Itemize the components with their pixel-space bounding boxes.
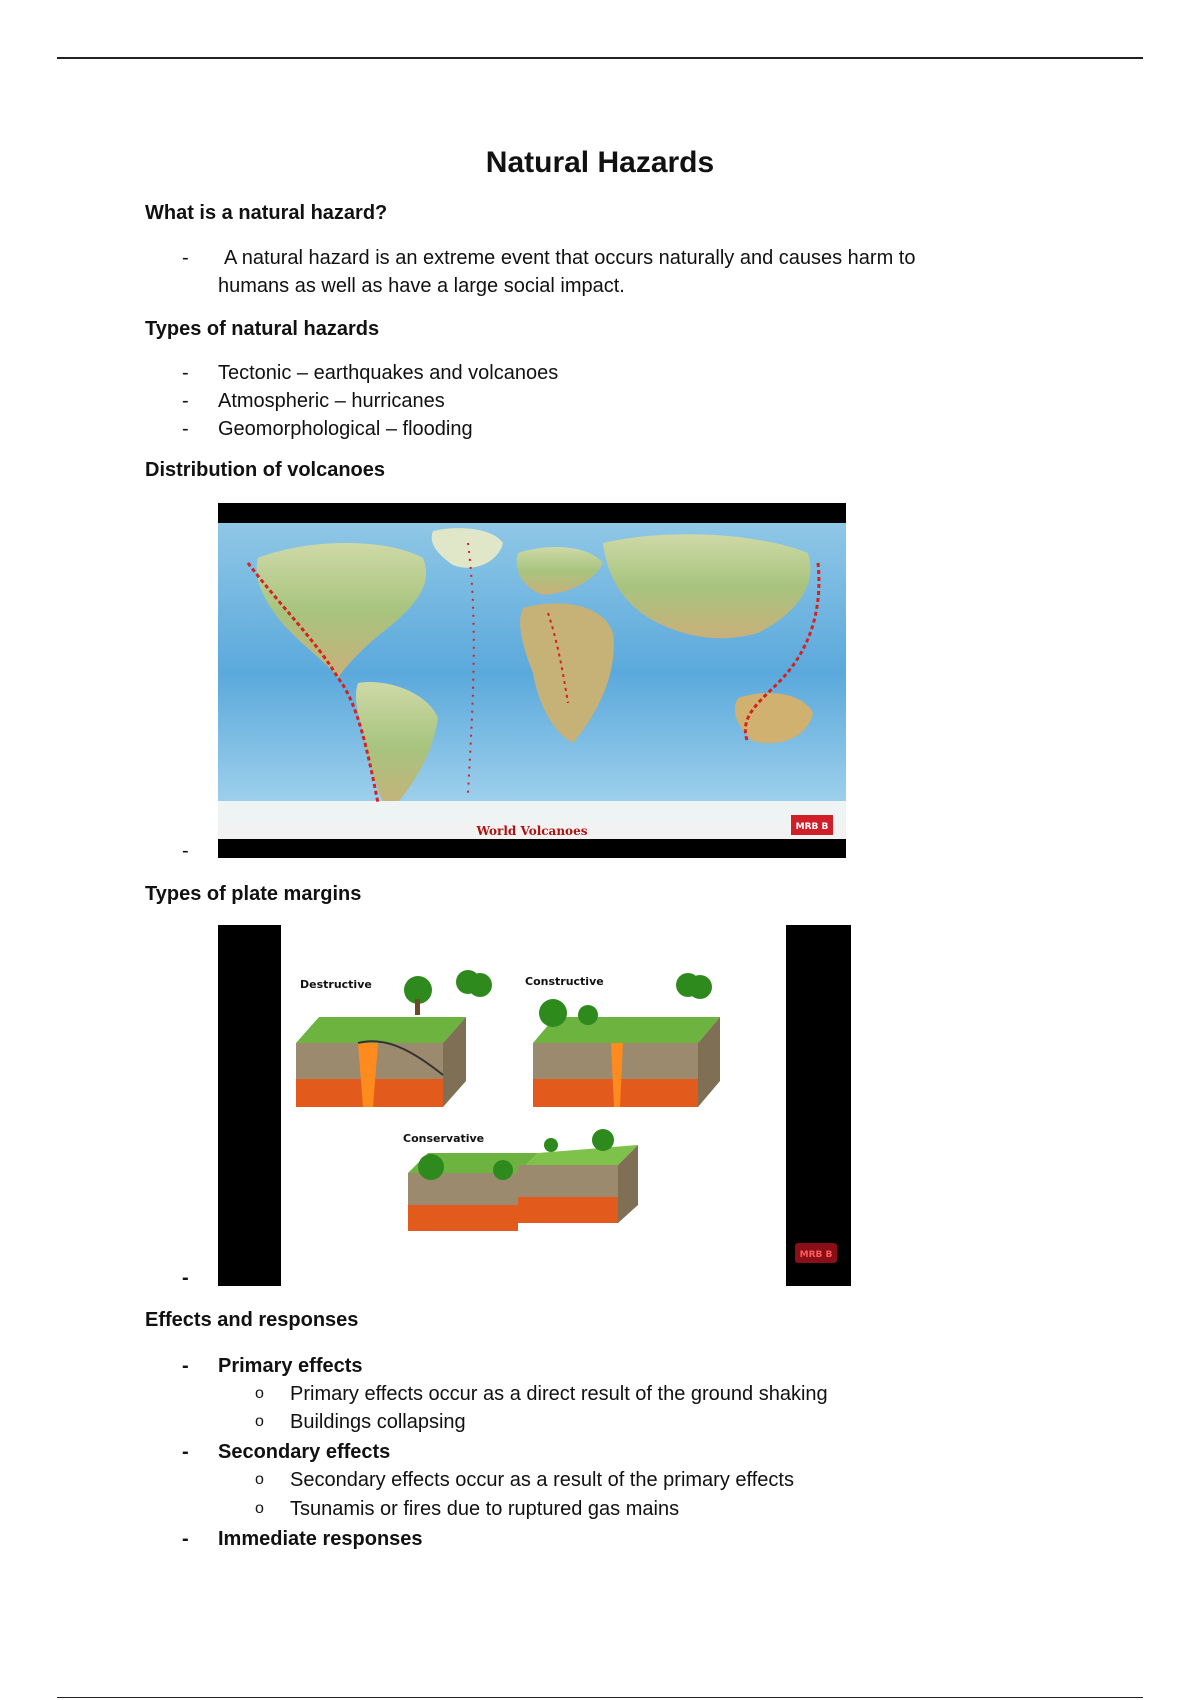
sub-bullet-marker: o (255, 1471, 264, 1488)
bullet-marker: - (182, 1441, 189, 1463)
primary-item-1: Primary effects occur as a direct result of the ground shaking (290, 1383, 828, 1405)
secondary-item-1: Secondary effects occur as a result of the primary effects (290, 1469, 794, 1491)
list-item-geomorphological: Geomorphological – flooding (218, 418, 473, 440)
footer-rule (57, 1697, 1143, 1698)
group-label-primary: Primary effects (218, 1355, 363, 1377)
world-volcanoes-map (218, 503, 846, 858)
section-heading-distribution: Distribution of volcanoes (145, 459, 386, 481)
bullet-marker: - (182, 247, 189, 269)
section-heading-types: Types of natural hazards (145, 318, 380, 340)
header-rule (57, 57, 1143, 59)
bullet-marker: - (182, 840, 189, 862)
list-item-atmospheric: Atmospheric – hurricanes (218, 390, 445, 412)
bullet-marker: - (182, 418, 189, 440)
primary-item-2: Buildings collapsing (290, 1411, 466, 1433)
label-constructive: Constructive (525, 975, 604, 988)
section-heading-what-is: What is a natural hazard? (145, 202, 388, 224)
bullet-marker: - (182, 362, 189, 384)
bullet-marker: - (182, 1528, 189, 1550)
definition-line-2: humans as well as have a large social impact. (218, 275, 625, 297)
bullet-marker: - (182, 1355, 189, 1377)
diagram-logo: MRB B (799, 1250, 833, 1260)
sub-bullet-marker: o (255, 1500, 264, 1517)
bullet-marker: - (182, 390, 189, 412)
plate-margins-diagram (218, 925, 851, 1286)
map-caption: World Volcanoes (476, 824, 588, 838)
definition-line-1: A natural hazard is an extreme event that occurs naturally and causes harm to (224, 247, 916, 269)
label-conservative: Conservative (403, 1132, 485, 1145)
bullet-marker: - (182, 1267, 189, 1289)
secondary-item-2: Tsunamis or fires due to ruptured gas mains (290, 1498, 680, 1520)
group-label-immediate: Immediate responses (218, 1528, 423, 1550)
page-title: Natural Hazards (485, 146, 715, 179)
label-destructive: Destructive (300, 978, 372, 991)
list-item-tectonic: Tectonic – earthquakes and volcanoes (218, 362, 559, 384)
map-logo: MRB B (795, 822, 829, 832)
group-label-secondary: Secondary effects (218, 1441, 391, 1463)
sub-bullet-marker: o (255, 1385, 264, 1402)
section-heading-effects: Effects and responses (145, 1309, 359, 1331)
section-heading-plate-margins: Types of plate margins (145, 883, 362, 905)
sub-bullet-marker: o (255, 1413, 264, 1430)
